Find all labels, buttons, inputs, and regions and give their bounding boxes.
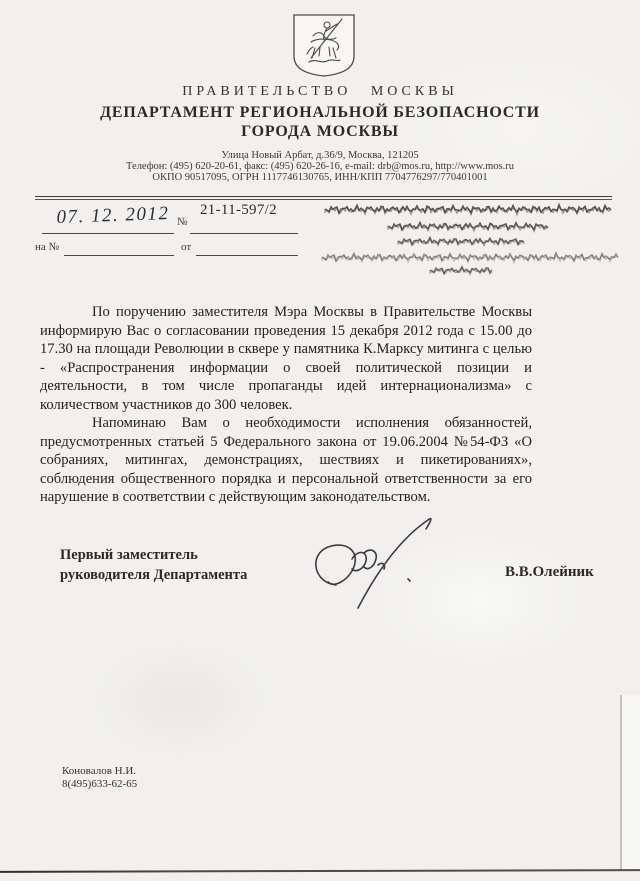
handwritten-date: 07. 12. 2012 — [56, 203, 170, 228]
body-paragraph-1: По поручению заместителя Мэра Москвы в Правительстве Москвы информирую Вас о согласовании проведения 15 декабря 2012 года с 15.00 до 17.30 на площади Революции в сквере у памятника К.Марксу митинга с целью - «Распространения информации о своей политической позиции и деятельности, в том числе пропаганды идей интернационализма» с количеством участников до 300 человек. — [40, 304, 532, 413]
signer-name: В.В.Олейник — [505, 564, 594, 580]
header-divider — [35, 196, 612, 200]
executor-name: Коновалов Н.И. — [62, 765, 137, 777]
department-name-line2: ГОРОДА МОСКВЫ — [241, 123, 399, 140]
scan-artifact-bottom-edge — [0, 869, 640, 873]
registration-line: ОКПО 90517095, ОГРН 1117746130765, ИНН/КПП 7704776297/770401001 — [152, 172, 488, 183]
number-label: № — [177, 216, 188, 228]
date-underline — [42, 232, 174, 234]
outgoing-number: 21-11-597/2 — [200, 202, 277, 218]
signer-title-line2: руководителя Департамента — [60, 566, 248, 583]
department-name-line1: ДЕПАРТАМЕНТ РЕГИОНАЛЬНОЙ БЕЗОПАСНОСТИ — [100, 104, 540, 121]
contacts-line: Телефон: (495) 620-20-61, факс: (495) 620-26-16, e-mail: drb@mos.ru, http://www.mos.ru — [126, 161, 514, 172]
moscow-coat-of-arms-icon — [287, 12, 361, 79]
address-line: Улица Новый Арбат, д.36/9, Москва, 121205 — [221, 150, 419, 161]
reply-number-label: на № — [35, 241, 60, 253]
scan-artifact-right-line — [620, 695, 622, 871]
executor-phone: 8(495)633-62-65 — [62, 778, 138, 790]
signer-title-line1: Первый заместитель — [60, 547, 198, 563]
executor-contact — [62, 765, 137, 791]
letter-body — [40, 303, 532, 507]
number-underline — [190, 232, 298, 234]
reply-date-underline — [196, 254, 298, 256]
reply-date-label: от — [181, 241, 192, 253]
reply-number-underline — [64, 254, 174, 256]
handwritten-signature-icon — [300, 495, 450, 630]
government-title: ПРАВИТЕЛЬСТВО МОСКВЫ — [182, 84, 458, 99]
scan-artifact-right-paper-edge — [622, 695, 640, 871]
body-paragraph-2: Напоминаю Вам о необходимости исполнения обязанностей, предусмотренных статьей 5 Федерального закона от 19.06.2004 №54-ФЗ «О собраниях, митингах, демонстрациях, шествиях и пикетированиях», соблюдения общественного порядка и персональной ответственности за его нарушение в соответствии с действующим законодательством. — [40, 415, 532, 505]
signer-title — [60, 546, 247, 585]
